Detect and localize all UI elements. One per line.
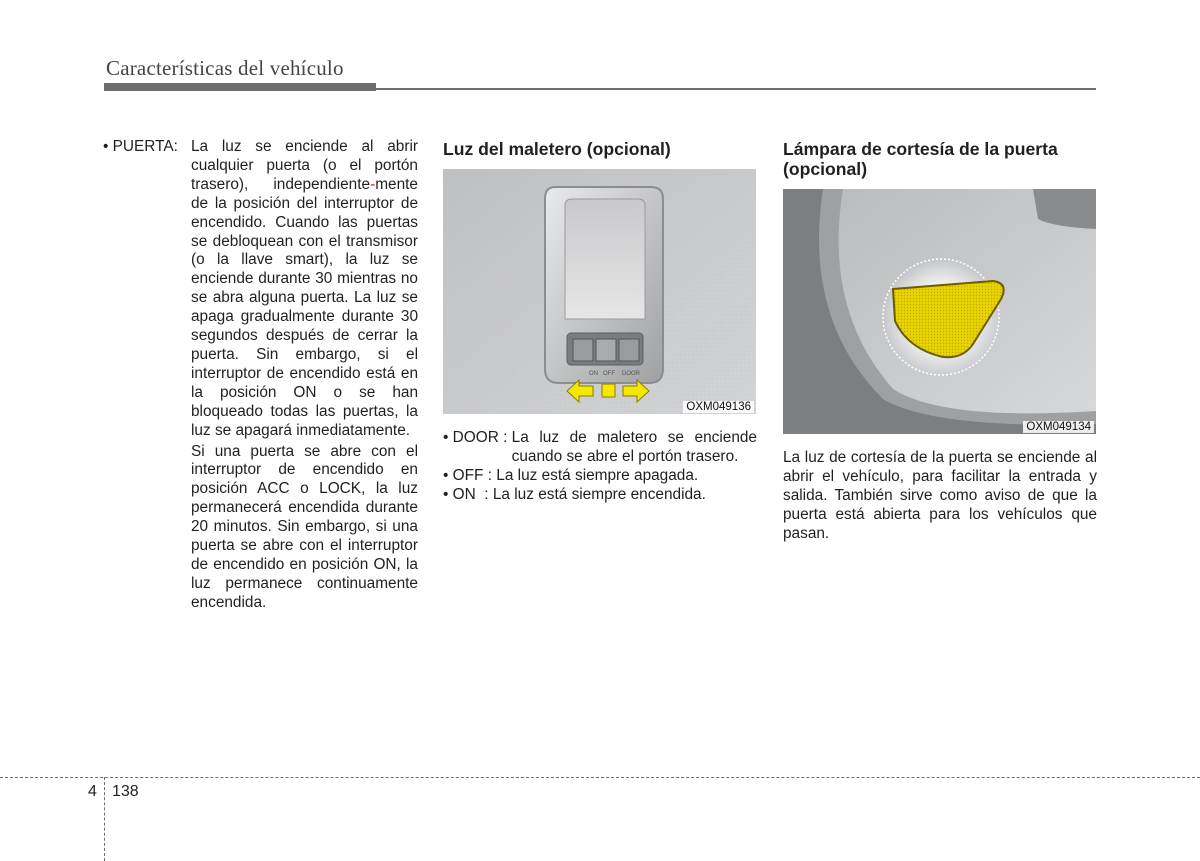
paragraph-text: mente de la posición del interruptor de encendido. Cuando las puertas se debloquean con el transmisor (o la llave smart), la luz se enciende durante 30 mientras no se abra alguna puerta. La luz se apaga gradualmente durante 30 segundos después de cerrar la puerta. Sin embargo, si el interruptor de encendido está en la posición ON o se han bloqueado todas las puertas, la luz se apagará inmediatamente. xyxy=(191,175,418,439)
figure-caption-trunk: OXM049136 xyxy=(683,401,754,413)
list-key-on: • ON : xyxy=(443,486,493,503)
list-item xyxy=(443,428,757,466)
door-lamp-drawing xyxy=(783,189,1096,434)
hyphen-mark: - xyxy=(370,175,376,193)
switch-label-off: OFF xyxy=(603,371,615,377)
list-key-off: • OFF : xyxy=(443,467,497,484)
footer-vertical-dashed-rule xyxy=(104,777,105,861)
paragraph-door-light-1 xyxy=(191,138,418,441)
trunk-light-drawing xyxy=(443,169,756,414)
square-marker-icon xyxy=(602,384,615,397)
trunk-light-illustration xyxy=(443,169,756,414)
bullet-label-puerta: • PUERTA: xyxy=(103,138,178,155)
paragraph-courtesy-lamp: La luz de cortesía de la puerta se enciende al abrir el vehículo, para facilitar la entrada y salida. También sirve como aviso de que la puerta está abierta para los vehículos que pasan. xyxy=(783,449,1097,542)
list-key-door: • DOOR : xyxy=(443,429,512,446)
paragraph-text: La luz se enciende al abrir cualquier puerta (o el portón trasero), independiente xyxy=(191,138,418,193)
footer-dashed-rule xyxy=(0,777,1200,778)
chapter-number: 4 xyxy=(88,783,97,800)
figure-caption-door: OXM049134 xyxy=(1023,421,1094,433)
section-heading-trunk-light: Luz del maletero (opcional) xyxy=(443,139,671,159)
list-item xyxy=(443,485,757,504)
door-courtesy-lamp-illustration xyxy=(783,189,1096,434)
header-rule-thin xyxy=(376,88,1096,90)
page-number: 138 xyxy=(112,783,139,800)
list-text-off: La luz está siempre apagada. xyxy=(496,467,699,484)
list-text-door: La luz de maletero se enciende cuando se abre el portón trasero. xyxy=(511,429,757,465)
column-trunk-light xyxy=(443,139,757,504)
list-item xyxy=(443,466,757,485)
switch-label-door: DOOR xyxy=(622,371,640,377)
paragraph-door-light-2: Si una puerta se abre con el interruptor de encendido en posición ACC o LOCK, la luz permanecerá encendida durante 20 minutos. Sin embargo, si una puerta se abre con el interruptor de encendido en posición ON, la luz permanece continuamente encendida. xyxy=(191,442,418,611)
section-heading-courtesy-lamp: Lámpara de cortesía de la puerta (opcional) xyxy=(783,139,1058,179)
bullet-body xyxy=(191,138,418,613)
switch-label-on: ON xyxy=(589,371,598,377)
header-rule-thick xyxy=(104,83,376,91)
column-door-light xyxy=(103,138,418,615)
column-courtesy-lamp xyxy=(783,139,1097,543)
trunk-switch-list xyxy=(443,428,757,504)
page-header-title: Características del vehículo xyxy=(106,56,344,80)
list-text-on: La luz está siempre encendida. xyxy=(492,486,706,503)
